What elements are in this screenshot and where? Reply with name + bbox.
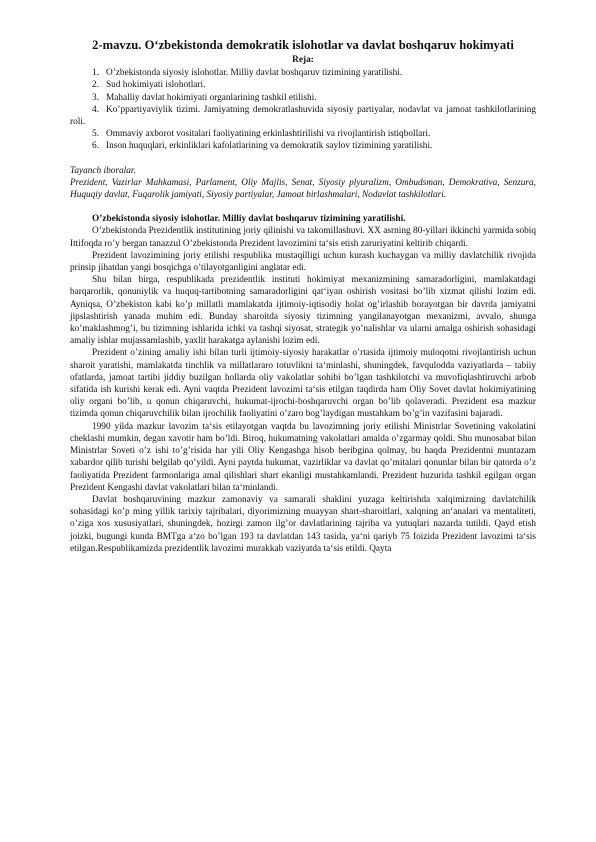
key-terms-text: Prezident, Vazirlar Mahkamasi, Parlament, Oliy Majlis, Senat, Siyosiy plyuralizm, Ombudsman, Demokrativa, Senzura, Huquqiy davlat, Fuqarolik jamiyati, Siyosiy partiyalar, Jamoat birlashmalari, Nodavlat tashkilotlari. [70, 177, 536, 201]
plan-item-text: Sud hokimiyati islohotlari. [106, 80, 206, 91]
plan-item [70, 67, 536, 79]
plan-item-number: 5. [92, 129, 99, 140]
plan-item-number: 6. [92, 141, 99, 152]
body-paragraph: O’zbekistonda Prezidentlik institutining joriy qilinishi va takomillashuvi. XX asrning 80-yillari ikkinchi yarmida sobiq Ittifoqda ro’y bergan tanazzul O’zbekistonda Prezident lavozimini ta‘sis etish zaruriyatini keltirib chiqardi. [70, 226, 536, 249]
plan-item-text: Ommaviy axborot vositalari faoliyatining erkinlashtirilishi va rivojlantirish istiqbollari. [106, 129, 431, 140]
document-title: 2-mavzu. O‘zbekistonda demokratik islohotlar va davlat boshqaruv hokimyati [92, 38, 514, 52]
body-paragraph: Prezident lavozimining joriy etilishi respublika mustaqilligi uchun kurash kuchaygan va milliy davlatchilik rivojida prinsip jihatdan yangi bosqichga o’tilayotganligini anglatar edi. [70, 250, 536, 274]
body-paragraph: Shu bilan birga, respublikada prezidentlik instituti hokimiyat mexanizmining samaradorligini, mamlakatdagi barqarorlik, qonuniylik va huquq-tartibotning samaradorligini qat‘iyan oshirish vositasi bo’lib xizmat qilishi lozim edi. Ayniqsa, O’zbekiston kabi ko’p millatli mamlakatda ijtimoiy-iqtisodiy holat og’irlashib borayotgan bir davrda jamiyatni jipslashtirish yanada muhim edi. Bunday sharoitda siyosiy tizimning yangilanayotgan mexanizmi, avvalo, shunga ko’maklashmog’i, bu tizimning ishlarida ichki va tashqi siyosat, strategik yo’nalishlar va ularni amalga oshirish sohasidagi amaliy ishlar mujassamlashib, yaxlit harakatga aylanishi lozim edi. [70, 275, 536, 347]
body-paragraph: 1990 yilda mazkur lavozim ta‘sis etilayotgan vaqtda bu lavozimning joriy etilishi Ministrlar Sovetining vakolatini cheklashi mumkin, degan xavotir ham bo’ldi. Biroq, hukumatning vakolatlari amalda o’zgarmay qoldi. Shu munosabat bilan Ministrlar Soveti o’z ishi to’g’risida har yili Oliy Kengashga hisob beribgina qolmay, bu haqda Prezidentni muntazam xabardor qilib turishi belgilab qo’yildi. Ayni paytda hukumat, vazirliklar va davlat qo’mitalari qonunlar bilan bir qatorda o’z faoliyatida Prezident farmonlariga amal qilishlari shart ekanligi mustahkamlandi. Prezident huzurida tashkil egilgan organ Prezident Kengashi davlat vakolatlari bilan ta‘minlandi. [70, 421, 536, 493]
plan-item-number: 3. [92, 92, 99, 103]
plan-item [70, 140, 536, 152]
plan-item [70, 92, 536, 104]
key-terms-heading: Tayanch iboralar. [70, 165, 136, 176]
section-heading: O’zbekistonda siyosiy islohotlar. Milliy davlat boshqaruv tizimining yaratilishi. [92, 214, 406, 225]
plan-item-text: Inson huquqlari, erkinliklari kafolatlarining va demokratik saylov tizimining yaratilishi. [106, 141, 433, 152]
plan-item-text: O’zbekistonda siyosiy islohotlar. Milliy davlat boshqaruv tizimining yaratilishi. [106, 68, 403, 79]
plan-item [70, 128, 536, 140]
plan-item [70, 79, 536, 91]
plan-item-text: Mahalliy davlat hokimiyati organlarining tashkil etilishi. [106, 92, 317, 103]
plan-list [70, 67, 536, 152]
plan-item-text: Ko’ppartiyaviylik tizimi. Jamiyatning demokratlashuvida siyosiy partiyalar, nodavlat va jamoat tashkilotlarining roli. [70, 104, 536, 128]
plan-item [70, 104, 536, 128]
plan-item-number: 2. [92, 80, 99, 91]
document-page [70, 38, 536, 555]
plan-item-number: 1. [92, 68, 99, 79]
plan-heading: Reja: [292, 55, 314, 65]
body-paragraph: Prezident o’zining amaliy ishi bilan turli ijtimoiy-siyosiy harakatlar o’rtasida ijtimoiy muloqotni rivojlantirish uchun sharoit yaratishi, mamlakatda tinchlik va millatlararo totuvlikni ta‘minlashi, shuningdek, favqulodda vaziyatlarda – tabiiy ofatlarda, jamoat tartibi jiddiy buzilgan hollarda oliy vakolatlar sohibi bo’lgan tashkilotchi va muvofiqlashtiruvchi arbob sifatida ish kurishi kerak edi. Ayni vaqtda Prezident lavozimi ta‘sis etilgan taqdirda ham Oliy Sovet davlat hokimiyatining oliy organi bo’lib, u qonun chiqaruvchi, hukumat-ijrochi-boshqaruvchi organ bo’lib qolaveradi. Prezident esa mazkur tizimda qonun chiqaruvchilik bilan ijrochilik faoliyatini o’zaro bog’laydigan mustahkam bo’g’in vazifasini bajaradi. [70, 348, 536, 420]
body-paragraph: Davlat boshqaruvining mazkur zamonaviy va samarali shaklini yuzaga keltirishda xalqimizning davlatchilik sohasidagi ko’p ming yillik tarixiy tajribalari, diyorimizning muayyan shart-sharoitlari, xalqning an‘analari va mentaliteti, o’ziga xos xususiyatlari, shuningdek, hozirgi zamon ilg’or davlatlarining tajriba va yutuqlari nazarda tutildi. Qayd etish joizki, bugungi kunda BMTga a‘zo bo’lgan 193 ta davlatdan 143 tasida, ya‘ni qariyb 75 foizida Prezident lavozimi ta‘sis etilgan.Respublikamizda prezidentlik lavozimi murakkab vaziyatda ta‘sis etildi. Qayta [70, 494, 536, 554]
plan-item-number: 4. [92, 104, 99, 115]
